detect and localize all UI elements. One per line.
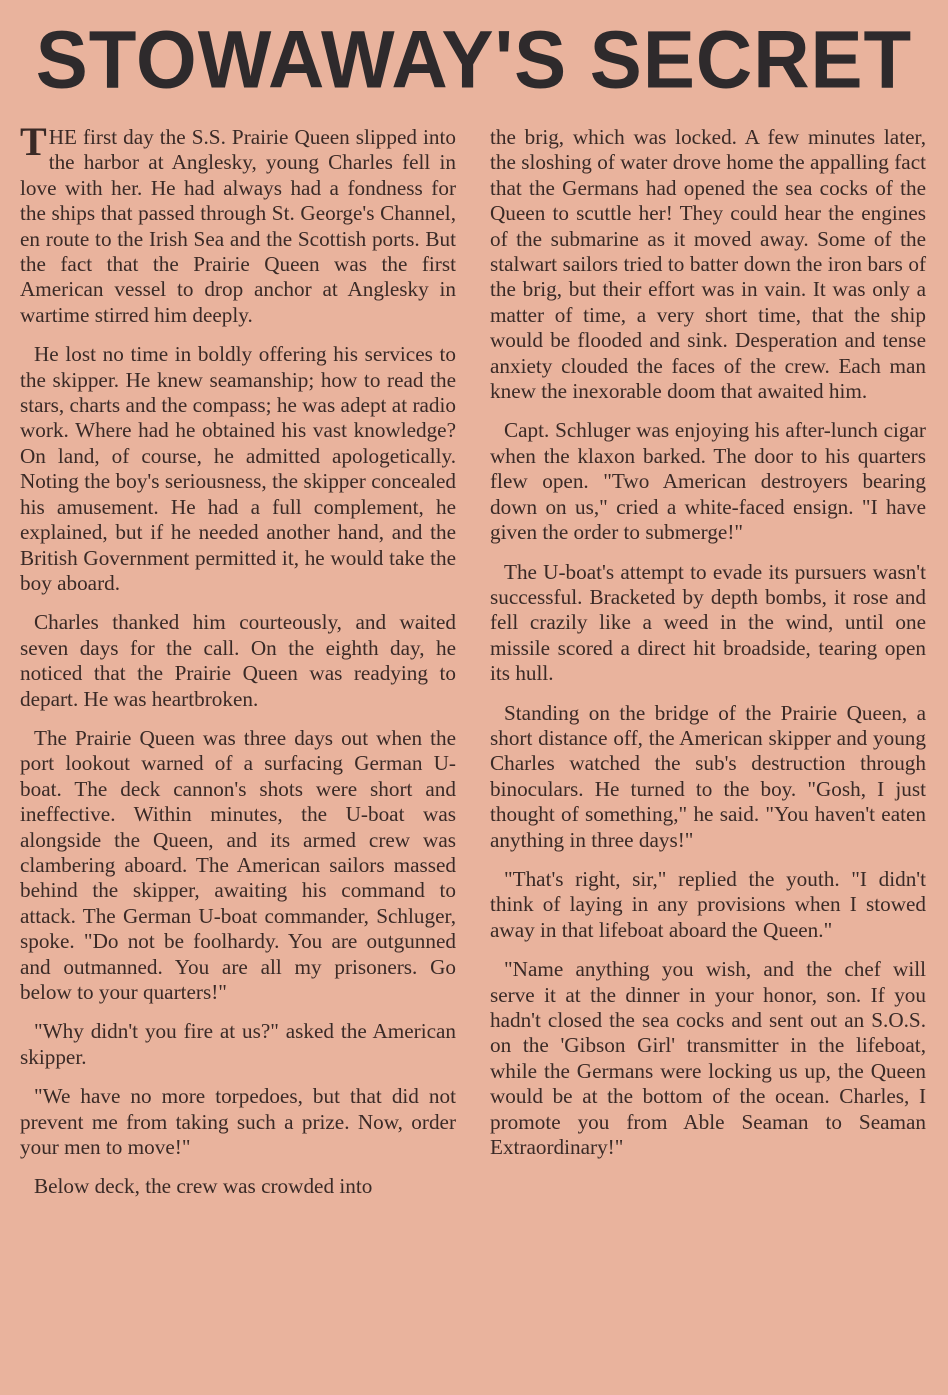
right-column <box>490 125 926 1174</box>
paragraph: Below deck, the crew was crowded into <box>34 1174 373 1199</box>
paragraph: "Name anything you wish, and the chef will serve it at the dinner in your honor, son. If you hadn't closed the sea cocks and sent out an S.O.S. on the 'Gibson Girl' transmitter in the lifeboat, while the Germans were locking us up, the Queen would be at the bottom of the ocean. Charles, I promote you from Able Seaman to Seaman Extraordinary!" <box>490 957 926 1160</box>
paragraph: "We have no more torpedoes, but that did not prevent me from taking such a prize. Now, order your men to move!" <box>20 1084 456 1160</box>
paragraph: the brig, which was locked. A few minutes later, the sloshing of water drove home the appalling fact that the Germans had opened the sea cocks of the Queen to scuttle her! They could hear the engines of the submarine as it moved away. Some of the stalwart sailors tried to batter down the iron bars of the brig, but their effort was in vain. It was only a matter of time, a very short time, that the ship would be flooded and sink. Desperation and tense anxiety clouded the faces of the crew. Each man knew the inexorable doom that awaited him. <box>490 125 926 404</box>
story-title: STOWAWAY'S SECRET <box>35 12 913 106</box>
paragraph: "That's right, sir," replied the youth. "I didn't think of laying in any provisions when I stowed away in that lifeboat aboard the Queen." <box>490 866 926 942</box>
paragraph: Capt. Schluger was enjoying his after-lunch cigar when the klaxon barked. The door to his quarters flew open. "Two American destroyers bearing down on us," cried a white-faced ensign. "I have given the order to submerge!" <box>490 418 926 545</box>
paragraph: The Prairie Queen was three days out when the port lookout warned of a surfacing German U-boat. The deck cannon's shots were short and ineffective. Within minutes, the U-boat was alongside the Queen, and its armed crew was clambering aboard. The American sailors massed behind the skipper, awaiting his command to attack. The German U-boat commander, Schluger, spoke. "Do not be foolhardy. You are outgunned and outmanned. You are all my prisoners. Go below to your quarters!" <box>20 725 456 1004</box>
paragraph: THE first day the S.S. Prairie Queen slipped into the harbor at Anglesky, young Charles fell in love with her. He had always had a fondness for the ships that passed through St. George's Channel, en route to the Irish Sea and the Scottish ports. But the fact that the Prairie Queen was the first American vessel to drop anchor at Anglesky in wartime stirred him deeply. <box>20 119 456 327</box>
paragraph: "Why didn't you fire at us?" asked the American skipper. <box>20 1019 456 1069</box>
paragraph: The U-boat's attempt to evade its pursuers wasn't successful. Bracketed by depth bombs, it rose and fell crazily like a weed in the wind, until one missile scored a direct hit broadside, tearing open its hull. <box>490 559 926 686</box>
left-column <box>20 119 456 1214</box>
paragraph: He lost no time in boldly offering his services to the skipper. He knew seamanship; how to read the stars, charts and the compass; he was adept at radio work. Where had he obtained his vast knowledge? On land, of course, he admitted apologetically. Noting the boy's seriousness, the skipper concealed his amusement. He had a full complement, he explained, but if he needed another hand, and the British Government permitted it, he would take the boy aboard. <box>20 342 456 595</box>
paragraph: Standing on the bridge of the Prairie Queen, a short distance off, the American skipper and young Charles watched the sub's destruction through binoculars. He turned to the boy. "Gosh, I just thought of something," he said. "You haven't eaten anything in three days!" <box>490 700 926 852</box>
paragraph: Charles thanked him courteously, and waited seven days for the call. On the eighth day, he noticed that the Prairie Queen was readying to depart. He was heartbroken. <box>20 610 456 711</box>
